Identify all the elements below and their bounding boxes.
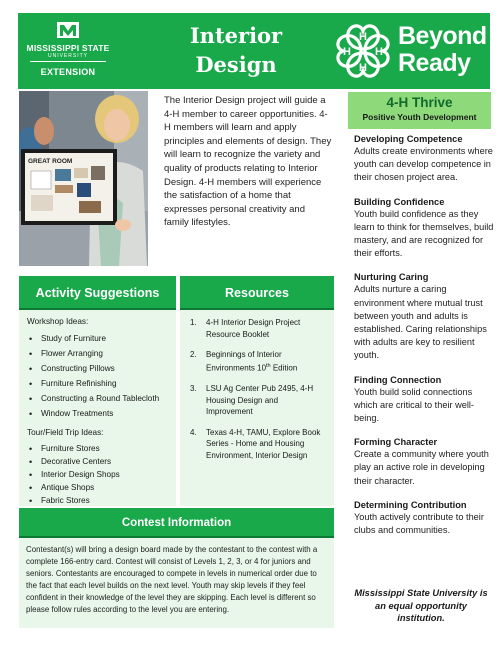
trait-item — [354, 271, 494, 362]
page-title — [166, 21, 306, 79]
title-line-2: Design — [195, 52, 277, 77]
list-item: • Constructing a Round Tablecloth — [27, 393, 168, 406]
resource-number: 3. — [190, 384, 197, 394]
trait-heading: Finding Connection — [354, 374, 442, 385]
resource-item — [188, 383, 326, 418]
logo-line-2: UNIVERSITY — [47, 53, 88, 59]
member-photo — [19, 91, 148, 266]
resource-item — [188, 317, 326, 340]
list-item: • Antique Shops — [27, 482, 168, 495]
trait-heading: Building Confidence — [354, 196, 445, 207]
logo-line-3: EXTENSION — [40, 67, 96, 77]
trait-heading: Forming Character — [354, 437, 438, 448]
resources-list — [188, 317, 326, 462]
resource-text: Texas 4-H, TAMU, Explore Book Series - Home and Housing Environment, Interior Design — [206, 427, 321, 460]
list-item: • Window Treatments — [27, 408, 168, 421]
trait-heading: Developing Competence — [354, 134, 463, 144]
header-banner — [18, 13, 490, 89]
tour-label: Tour/Field Trip Ideas: — [27, 427, 104, 437]
activity-suggestions-panel — [19, 310, 176, 506]
svg-text:H: H — [359, 31, 367, 43]
msu-extension-logo — [22, 21, 114, 83]
thrive-title: 4-H Thrive — [386, 95, 453, 110]
list-item: • Fabric Stores — [27, 495, 168, 508]
resource-text: LSU Ag Center Pub 2495, 4-H Housing Design and Improvement — [206, 384, 314, 417]
resource-number: 4. — [190, 427, 197, 437]
resources-header: Resources — [180, 276, 334, 310]
logo-line-1: MISSISSIPPI STATE — [26, 43, 110, 53]
trait-text: Adults create environments where youth can develop competence in their chosen project area. — [354, 146, 493, 183]
board-label: GREAT ROOM — [28, 158, 73, 165]
photo-illustration — [19, 91, 148, 266]
svg-text:H: H — [359, 62, 367, 74]
list-item: • Interior Design Shops — [27, 469, 168, 482]
intro-paragraph: The Interior Design project will guide a 4-H member to career opportunities. 4-H members will learn and apply principles and elements of design. They will learn to recognize the variety and quality of products relating to Interior Design. 4-H members will experience the satisfaction of a home that expresses personal creativity and family lifestyles. — [164, 95, 332, 229]
trait-item — [354, 133, 494, 185]
activity-suggestions-header: Activity Suggestions — [19, 276, 176, 310]
resource-item — [188, 427, 326, 462]
svg-text:H: H — [375, 46, 383, 58]
resource-item — [188, 349, 326, 374]
workshop-list — [27, 333, 168, 421]
trait-text: Youth build solid connections which are critical to their well-being. — [354, 386, 474, 424]
resource-number: 1. — [190, 318, 197, 327]
thrive-subtitle: Positive Youth Development — [362, 112, 477, 122]
beyond-ready-tagline — [398, 23, 487, 77]
tagline-line-1: Beyond — [398, 22, 487, 50]
trait-item — [354, 499, 494, 537]
contest-information-text: Contestant(s) will bring a design board made by the contestant to the contest with a complete 166-entry card. Contest will consist of Levels 1, 2, 3, or 4 for juniors and seniors. Contestants are encouraged to compete in levels in numerical order due to the fact that each level builds on the next level. Youth may skip levels if they feel confident in their knowledge of the level they are skipping. Each level is different so please follow rules according to the level you are entering. — [19, 538, 334, 628]
trait-text: Youth actively contribute to their clubs and communities. — [354, 511, 484, 536]
list-item: • Flower Arranging — [27, 348, 168, 361]
trait-item — [354, 196, 494, 261]
resource-text: 4-H Interior Design Project Resource Booklet — [206, 318, 301, 339]
resource-text: Beginnings of Interior Environments 10 — [206, 350, 282, 373]
list-item: • Study of Furniture — [27, 333, 168, 346]
msu-m-emblem-icon — [56, 21, 80, 39]
thrive-header — [348, 92, 491, 129]
contest-information-header: Contest Information — [19, 508, 334, 538]
trait-heading: Nurturing Caring — [354, 272, 429, 283]
list-item: • Furniture Stores — [27, 443, 168, 456]
trait-text: Create a community where youth play an active role in developing their character. — [354, 449, 489, 486]
workshop-label: Workshop Ideas: — [27, 317, 89, 326]
equal-opportunity-statement: Mississippi State University is an equal opportunity institution. — [354, 588, 488, 623]
tour-list — [27, 443, 168, 507]
4h-clover-emblem-icon — [330, 19, 396, 83]
list-item: • Decorative Centers — [27, 456, 168, 469]
trait-heading: Determining Contribution — [354, 499, 467, 510]
resource-text-end: Edition — [270, 363, 298, 373]
logo-divider — [30, 61, 106, 62]
title-line-1: Interior — [189, 23, 283, 48]
trait-text: Youth build confidence as they learn to think for themselves, build mastery, and are recognized for their efforts. — [354, 208, 494, 259]
resources-panel — [180, 310, 334, 506]
resource-superscript: th — [266, 362, 271, 369]
thrive-trait-list — [354, 133, 494, 548]
resource-number: 2. — [190, 350, 197, 360]
trait-item — [354, 436, 494, 488]
trait-item — [354, 374, 494, 426]
list-item: • Constructing Pillows — [27, 363, 168, 376]
list-item: • Furniture Refinishing — [27, 378, 168, 391]
svg-text:H: H — [343, 46, 351, 58]
trait-text: Adults nurture a caring environment where mutual trust between youth and adults is established. Caring relationships with adults are key to resilient youth. — [354, 284, 487, 361]
tagline-line-2: Ready — [398, 49, 471, 77]
